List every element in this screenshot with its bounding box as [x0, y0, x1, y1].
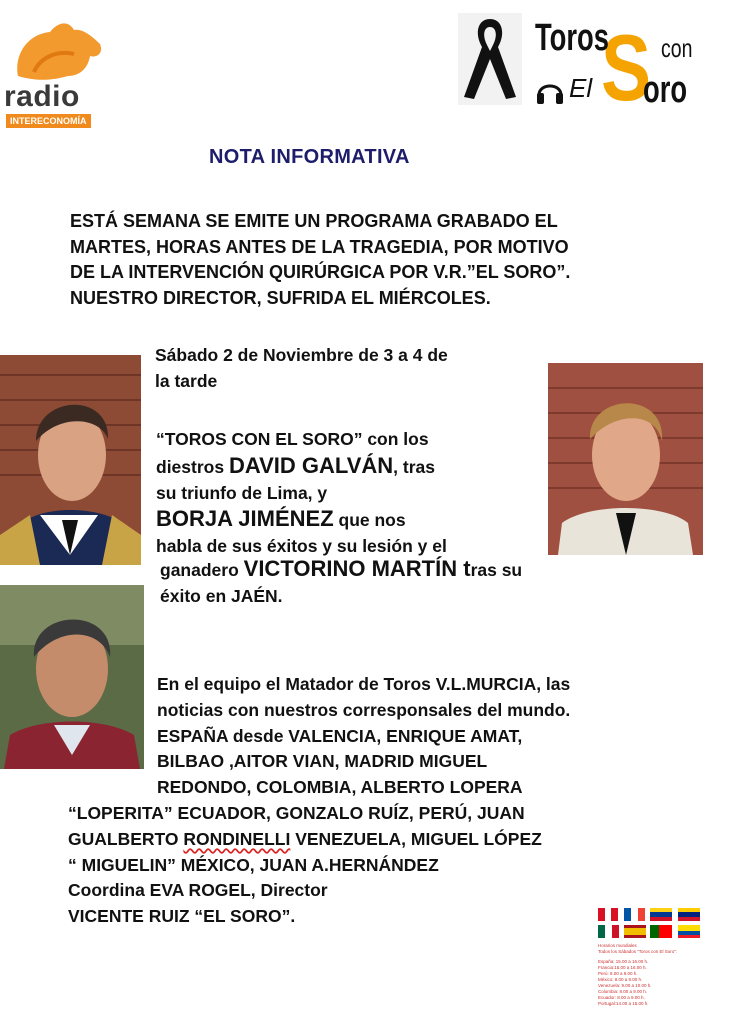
logo-con: con [661, 33, 693, 63]
headphones-icon [535, 75, 565, 107]
text: que nos [333, 510, 406, 531]
team-line: “ MIGUELIN” MÉXICO, JUAN A.HERNÁNDEZ [68, 854, 439, 875]
program-line [156, 506, 551, 534]
photo-victorino-martin [0, 585, 144, 769]
team-paragraph [157, 672, 717, 801]
guest-name: VICTORINO MARTÍN t [243, 556, 471, 581]
guest-name: BORJA JIMÉNEZ [156, 506, 334, 532]
intro-line: NUESTRO DIRECTOR, SUFRIDA EL MIÉRCOLES. [70, 287, 491, 308]
date-line: la tarde [155, 370, 218, 391]
spellcheck-word: RONDINELLI [183, 828, 291, 849]
radio-band: INTERECONOMÍA [6, 114, 91, 128]
intro-paragraph [70, 209, 690, 311]
radio-wordmark: radio [4, 80, 80, 113]
team-paragraph-cont [68, 801, 688, 930]
mourning-ribbon-icon [458, 13, 522, 105]
program-line: éxito en JAÉN. [160, 585, 283, 606]
text: GUALBERTO [68, 828, 184, 849]
team-line: “LOPERITA” ECUADOR, GONZALO RUÍZ, PERÚ, JUAN [68, 803, 525, 823]
logo-big-s: S [601, 15, 652, 120]
photo-david-galvan [0, 355, 141, 565]
logo-toros: Toros [535, 17, 609, 59]
team-line: noticias con nuestros corresponsales del mundo. [157, 699, 571, 720]
date-line: Sábado 2 de Noviembre de 3 a 4 de [155, 345, 448, 365]
text: VENEZUELA, MIGUEL LÓPEZ [290, 828, 542, 849]
schedule-row: Perú: 8.00 a 9.00 h. [598, 971, 638, 976]
schedule-sub: Todos los Sábados “Toros con El Soro”: [598, 949, 678, 954]
intro-line: ESTÁ SEMANA SE EMITE UN PROGRAMA GRABADO EL [70, 211, 558, 231]
text: , tras [393, 456, 435, 477]
logo-oro: oro [643, 69, 688, 111]
team-line: Coordina EVA ROGEL, Director [68, 880, 328, 901]
schedule-row: Colombia: 8.00 a 9.00 h. [598, 989, 648, 994]
world-schedule [598, 943, 708, 1007]
page-title: NOTA INFORMATIVA [209, 146, 410, 168]
text: ganadero [160, 560, 244, 580]
intro-line: DE LA INTERVENCIÓN QUIRÚRGICA POR V.R.”EL SORO”. [70, 262, 571, 282]
schedule-row: Ecuador: 8.00 a 9.00 h. [598, 995, 645, 1000]
team-line: REDONDO, COLOMBIA, ALBERTO LOPERA [157, 777, 523, 798]
program-details-cont [160, 556, 640, 610]
toros-con-el-soro-logo [525, 13, 701, 120]
schedule-row: México: 8.00 a 9.00 h. [598, 977, 643, 982]
team-line: BILBAO ,AITOR VIAN, MADRID MIGUEL [157, 751, 488, 772]
team-line: En el equipo el Matador de Toros V.L.MURCIA, las [157, 674, 571, 694]
broadcast-date [155, 343, 535, 395]
text: ras su [470, 560, 523, 580]
text: diestros [156, 456, 229, 477]
schedule-header: Horarios mundiales [598, 943, 637, 948]
program-line: habla de sus éxitos y su lesión y el [156, 536, 447, 557]
schedule-row: Francia:15.00 a 16.00 h. [598, 965, 647, 970]
intro-line: MARTES, HORAS ANTES DE LA TRAGEDIA, POR MOTIVO [70, 236, 569, 257]
schedule-row: Portugal:14.00 a 15.00 h. [598, 1001, 649, 1006]
program-line [160, 556, 640, 584]
photo-borja-jimenez [548, 363, 703, 555]
guest-name: DAVID GALVÁN [228, 452, 394, 478]
team-line: ESPAÑA desde VALENCIA, ENRIQUE AMAT, [157, 725, 523, 746]
program-line: su triunfo de Lima, y [156, 482, 328, 503]
country-flags-icon [596, 906, 704, 940]
program-details [156, 427, 551, 560]
team-line: VICENTE RUIZ “EL SORO”. [68, 906, 296, 927]
schedule-row: Venezuela: 9.00 a 10.00 h. [598, 983, 652, 988]
logo-el: El [569, 73, 593, 103]
program-line: “TOROS CON EL SORO” con los [156, 429, 429, 449]
program-line [156, 453, 551, 481]
team-line [68, 827, 688, 853]
ribbon-box [458, 13, 522, 105]
schedule-row: España: 15.00 a 16.00 h. [598, 959, 649, 964]
